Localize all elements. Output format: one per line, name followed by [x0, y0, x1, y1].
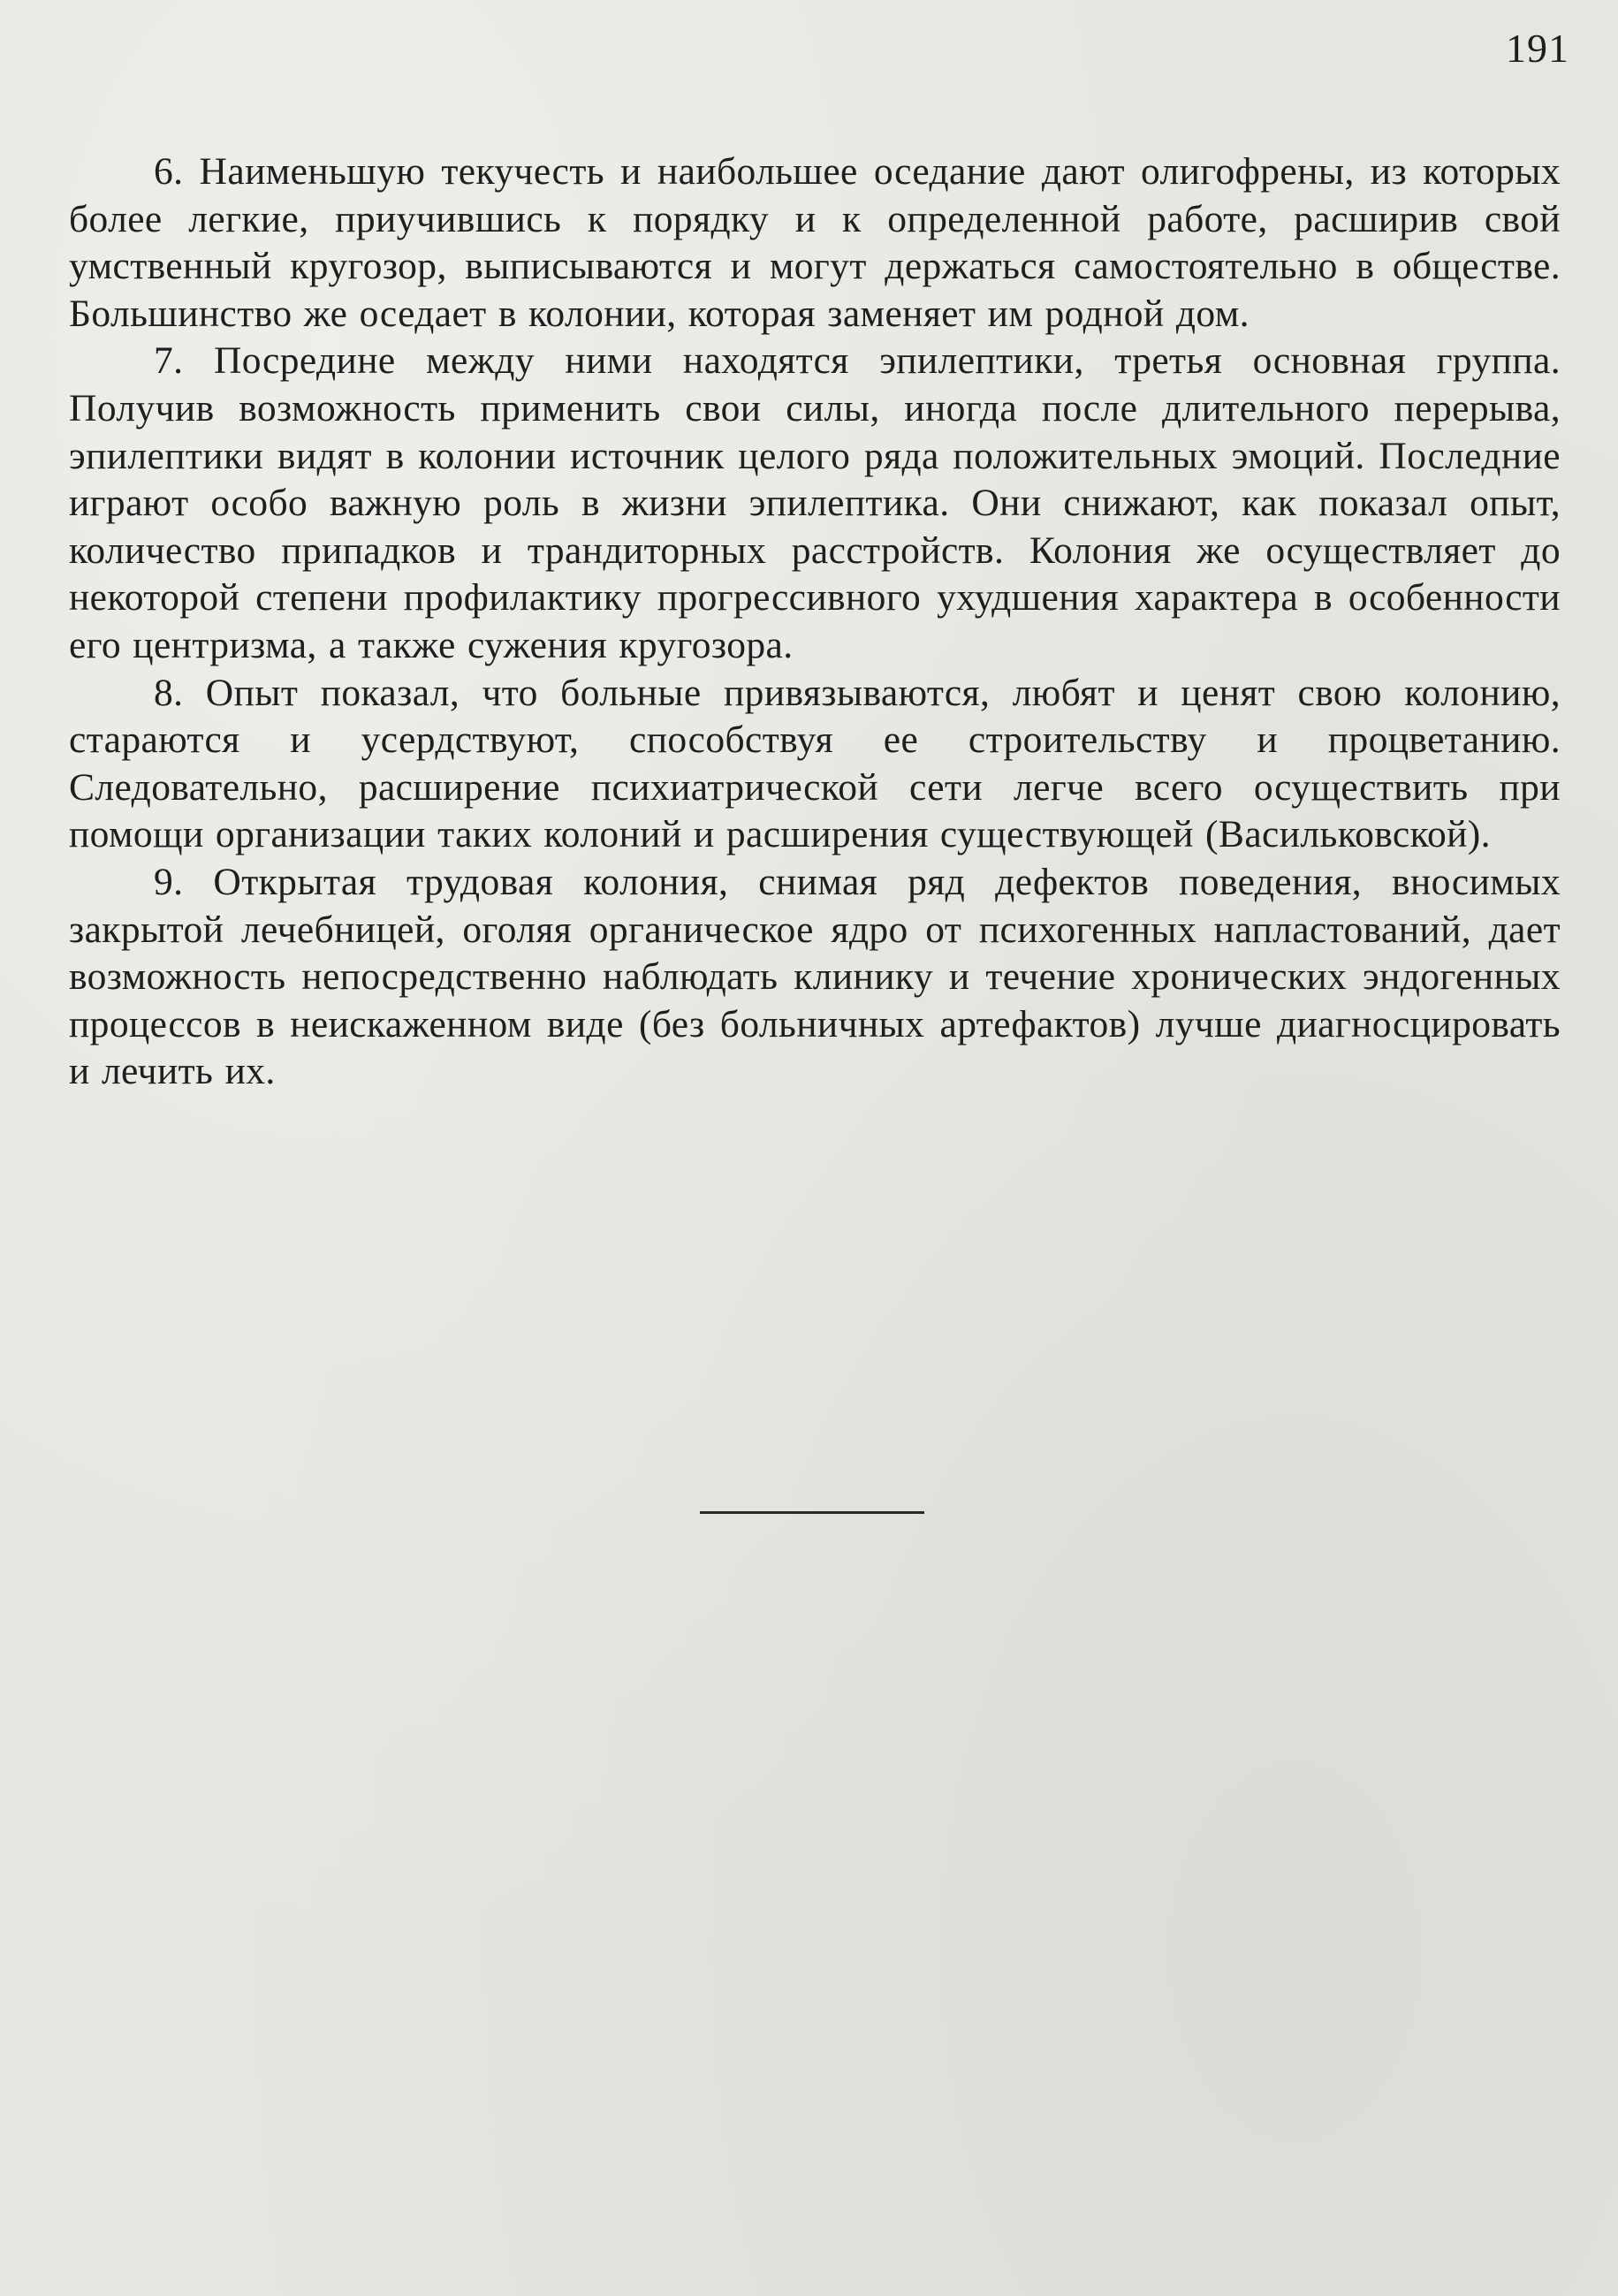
paragraph-9: 9. Открытая трудовая колония, снимая ряд дефектов поведения, вносимых закрытой лечебницей, оголяя органическое ядро от психогенных напластований, дает возможность непосредственно наблюдать клинику и течение хронических эндогенных процессов в неискаженном виде (без больничных артефактов) лучше диагносцировать и лечить их. [69, 860, 1561, 1093]
page-number: 191 [1506, 26, 1569, 71]
body-text [69, 148, 1561, 1096]
paragraph-8: 8. Опыт показал, что больные привязываются, любят и ценят свою колонию, стараются и усердствуют, способствуя ее строительству и процветанию. Следовательно, расширение психиатрической сети легче всего осуществить при помощи организации таких колоний и расширения существующей (Васильковской). [69, 671, 1561, 856]
paragraph-6: 6. Наименьшую текучесть и наибольшее оседание дают олигофрены, из которых более легкие, приучившись к порядку и к определенной работе, расширив свой умственный кругозор, выписываются и могут держаться самостоятельно в обществе. Большинство же оседает в колонии, которая заменяет им родной дом. [69, 150, 1561, 335]
section-end-rule [700, 1511, 924, 1514]
paragraph-7: 7. Посредине между ними находятся эпилептики, третья основная группа. Получив возможность применить свои силы, иногда после длительного перерыва, эпилептики видят в колонии источник целого ряда положительных эмоций. Последние играют особо важную роль в жизни эпилептика. Они снижают, как показал опыт, количество припадков и трандиторных расстройств. Колония же осуществляет до некоторой степени профилактику прогрессивного ухудшения характера в особенности его центризма, а также сужения кругозора. [69, 339, 1561, 666]
